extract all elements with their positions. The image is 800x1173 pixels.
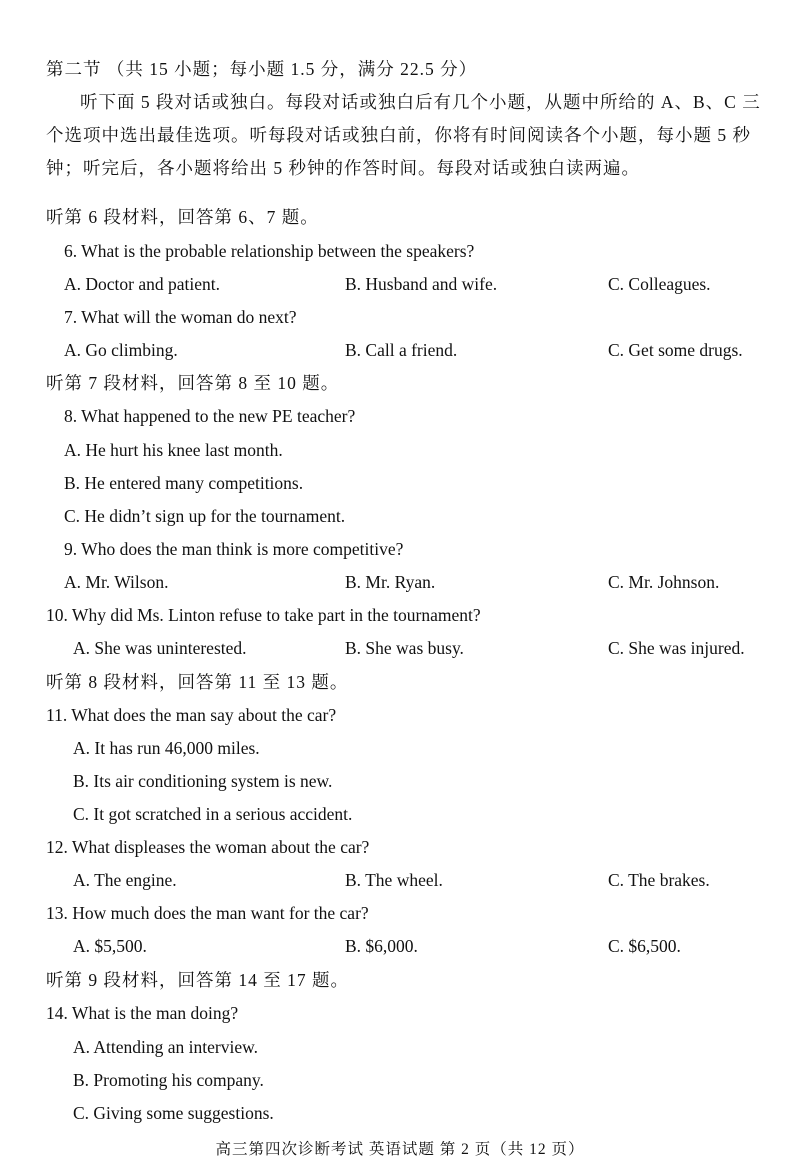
question-10-option-b: B. She was busy. bbox=[345, 638, 464, 658]
group-6-label: 听第 6 段材料，回答第 6、7 题。 bbox=[46, 207, 319, 227]
instructions-line-3: 钟；听完后，各小题将给出 5 秒钟的作答时间。每段对话或独白读两遍。 bbox=[46, 158, 640, 178]
question-9-option-c: C. Mr. Johnson. bbox=[608, 572, 720, 592]
question-7-option-c: C. Get some drugs. bbox=[608, 340, 743, 360]
question-10-option-c: C. She was injured. bbox=[608, 638, 745, 658]
question-14-option-b: B. Promoting his company. bbox=[73, 1070, 264, 1090]
question-9-option-a: A. Mr. Wilson. bbox=[64, 572, 169, 592]
question-11-option-b: B. Its air conditioning system is new. bbox=[73, 771, 333, 791]
question-14-option-a: A. Attending an interview. bbox=[73, 1037, 259, 1057]
instructions-line-1: 听下面 5 段对话或独白。每段对话或独白后有几个小题，从题中所给的 A、B、C 三 bbox=[80, 92, 761, 112]
question-13-option-a: A. $5,500. bbox=[73, 936, 147, 956]
question-12-option-a: A. The engine. bbox=[73, 870, 177, 890]
question-12-option-b: B. The wheel. bbox=[345, 870, 443, 890]
question-6-option-b: B. Husband and wife. bbox=[345, 274, 498, 294]
question-12-stem: 12. What displeases the woman about the car? bbox=[46, 837, 370, 857]
question-7-option-b: B. Call a friend. bbox=[345, 340, 458, 360]
group-9-label: 听第 9 段材料，回答第 14 至 17 题。 bbox=[46, 970, 349, 990]
question-9-stem: 9. Who does the man think is more competitive? bbox=[64, 539, 404, 559]
question-13-stem: 13. How much does the man want for the car? bbox=[46, 903, 369, 923]
question-6-option-a: A. Doctor and patient. bbox=[64, 274, 220, 294]
question-7-option-a: A. Go climbing. bbox=[64, 340, 178, 360]
question-8-option-a: A. He hurt his knee last month. bbox=[64, 440, 283, 460]
question-8-option-c: C. He didn’t sign up for the tournament. bbox=[64, 506, 346, 526]
question-8-stem: 8. What happened to the new PE teacher? bbox=[64, 406, 356, 426]
question-8-option-b: B. He entered many competitions. bbox=[64, 473, 304, 493]
question-9-option-b: B. Mr. Ryan. bbox=[345, 572, 436, 592]
question-6-stem: 6. What is the probable relationship between the speakers? bbox=[64, 241, 475, 261]
question-12-option-c: C. The brakes. bbox=[608, 870, 710, 890]
question-14-option-c: C. Giving some suggestions. bbox=[73, 1103, 274, 1123]
question-11-option-c: C. It got scratched in a serious accident. bbox=[73, 804, 353, 824]
instructions-line-2: 个选项中选出最佳选项。听每段对话或独白前，你将有时间阅读各个小题，每小题 5 秒 bbox=[46, 125, 751, 145]
page-footer: 高三第四次诊断考试 英语试题 第 2 页（共 12 页） bbox=[215, 1141, 585, 1158]
question-7-stem: 7. What will the woman do next? bbox=[64, 307, 297, 327]
question-6-option-c: C. Colleagues. bbox=[608, 274, 711, 294]
question-10-stem: 10. Why did Ms. Linton refuse to take part in the tournament? bbox=[46, 605, 481, 625]
question-10-option-a: A. She was uninterested. bbox=[73, 638, 247, 658]
group-8-label: 听第 8 段材料，回答第 11 至 13 题。 bbox=[46, 672, 349, 692]
question-13-option-b: B. $6,000. bbox=[345, 936, 418, 956]
question-14-stem: 14. What is the man doing? bbox=[46, 1003, 239, 1023]
group-7-label: 听第 7 段材料，回答第 8 至 10 题。 bbox=[46, 373, 340, 393]
question-11-stem: 11. What does the man say about the car? bbox=[46, 705, 337, 725]
question-11-option-a: A. It has run 46,000 miles. bbox=[73, 738, 260, 758]
question-13-option-c: C. $6,500. bbox=[608, 936, 681, 956]
section-heading: 第二节 （共 15 小题；每小题 1.5 分，满分 22.5 分） bbox=[46, 59, 478, 79]
